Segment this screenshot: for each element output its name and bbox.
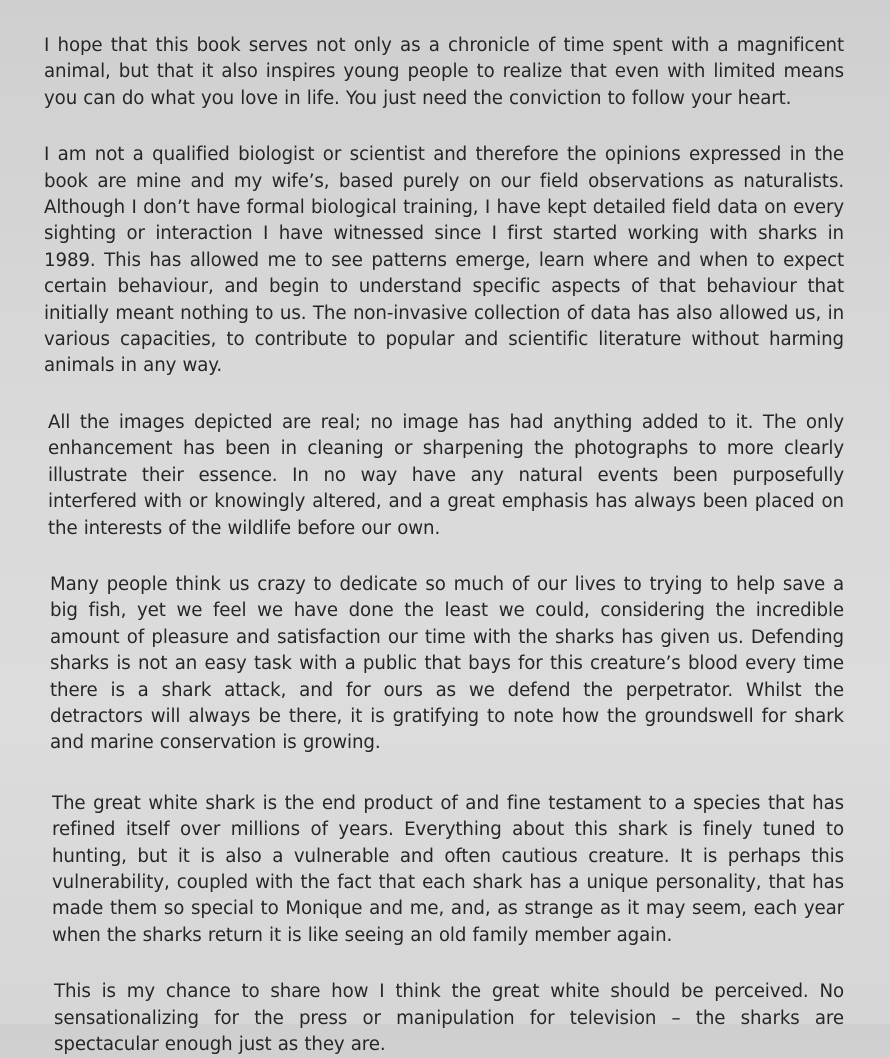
paragraph-closing: This is my chance to share how I think the great white should be perceived. No sensationalizing for the press or manipulation for television – the sharks are spectacular enough just as they are. <box>54 981 844 1055</box>
paragraph-images: All the images depicted are real; no image has had anything added to it. The only enhancement has been in cleaning or sharpening the photographs to more clearly illustrate their essence. In no way have any natural events been purposefully interfered with or knowingly altered, and a great emphasis has always been placed on the interests of the wildlife before our own. <box>48 411 844 539</box>
paragraph-disclaimer: I am not a qualified biologist or scientist and therefore the opinions expressed in the book are mine and my wife’s, based purely on our field observations as naturalists. Although I don’t have formal biological training, I have kept detailed field data on every sighting or interaction I have witnessed since I first started working with sharks in 1989. This has allowed me to see patterns emerge, learn where and when to expect certain behaviour, and begin to understand specific aspects of that behaviour that initially meant nothing to us. The non-invasive collection of data has also allowed us, in various capacities, to contribute to popular and scientific literature without harming animals in any way. <box>44 144 844 377</box>
paragraph-intro: I hope that this book serves not only as a chronicle of time spent with a magnificent animal, but that it also inspires young people to realize that even with limited means you can do what you love in life. You just need the conviction to follow your heart. <box>44 35 844 109</box>
paragraph-great-white: The great white shark is the end product of and fine testament to a species that has refined itself over millions of years. Everything about this shark is finely tuned to hunting, but it is also a vulnerable and often cautious creature. It is perhaps this vulnerability, coupled with the fact that each shark has a unique personality, that has made them so special to Monique and me, and, as strange as it may seem, each year when the sharks return it is like seeing an old family member again. <box>52 792 844 946</box>
paragraph-conservation: Many people think us crazy to dedicate so much of our lives to trying to help save a big fish, yet we feel we have done the least we could, considering the incredible amount of pleasure and satisfaction our time with the sharks has given us. Defending sharks is not an easy task with a public that bays for this creature’s blood every time there is a shark attack, and for ours as we defend the perpetrator. Whilst the detractors will always be there, it is gratifying to note how the groundswell for shark and marine conservation is growing. <box>50 573 844 754</box>
